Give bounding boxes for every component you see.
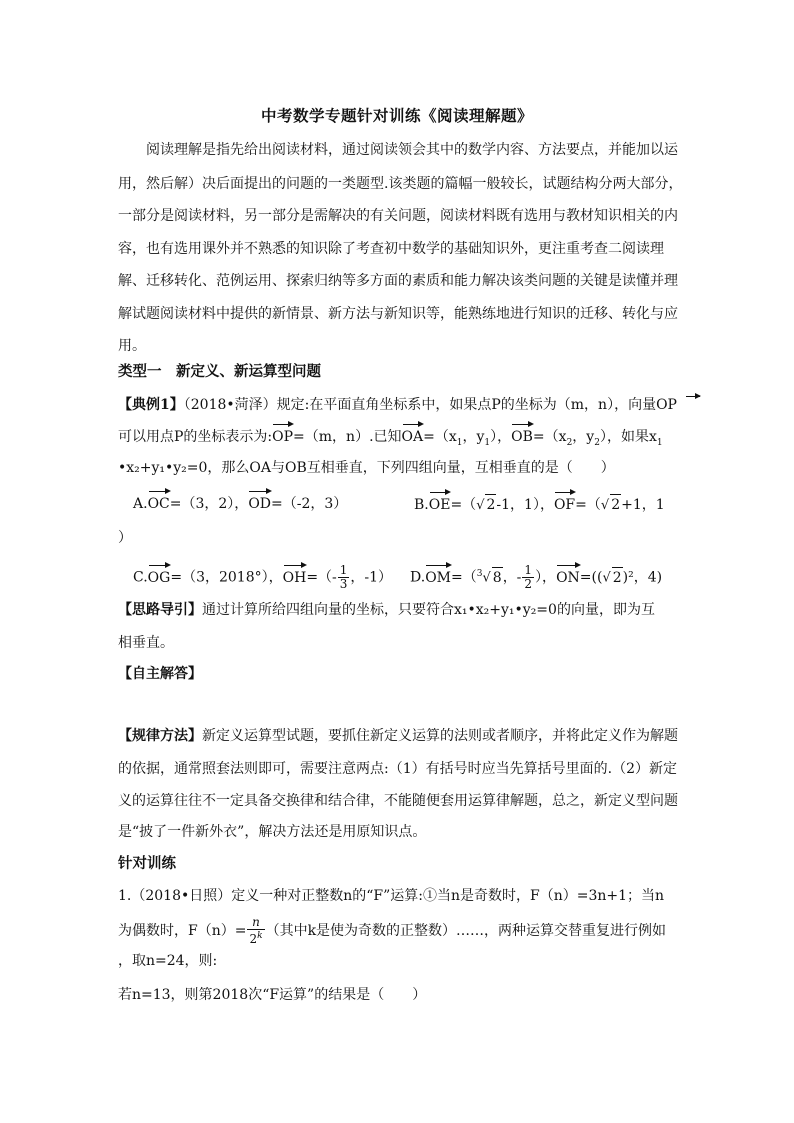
document-title: 中考数学专题针对训练《阅读理解题》 [260, 106, 533, 125]
denominator-exponent: k [257, 931, 263, 941]
radicand: 2 [485, 494, 496, 515]
vector-oc: OC [147, 496, 170, 512]
method-label: 【规律方法】 [118, 728, 202, 744]
example-text-2c: =（x [423, 429, 457, 445]
option-c-label: C. [133, 569, 148, 586]
sqrt-sign-icon: √ [600, 498, 610, 513]
radicand: 2 [612, 567, 623, 588]
guide-line-2: 相垂直。 [118, 635, 174, 651]
option-b-text-d: +1，1 [621, 497, 665, 513]
type-heading: 类型一 新定义、新运算型问题 [118, 363, 321, 380]
vector-on: ON [556, 569, 580, 586]
option-a-end: =（-2，3） [271, 496, 348, 512]
option-c-end: ，-1） [350, 569, 393, 586]
method-line-3: 义的运算往往不一定具备交换律和结合律，不能随便套用运算律解题，总之，新定义型问题 [118, 793, 678, 809]
radicand: 8 [492, 567, 503, 588]
subscript: 1 [484, 437, 491, 448]
guide-line-1 [118, 600, 678, 620]
option-a [133, 494, 393, 514]
option-b-text-b: -1，1）， [496, 497, 554, 513]
option-d-text-a: =（ [451, 569, 477, 586]
radicand: 2 [610, 494, 621, 515]
question-1-text-a: 为偶数时，F（n）= [118, 923, 247, 939]
vector-od: OD [248, 496, 272, 512]
example-text-2h: ），如果x [599, 429, 657, 445]
example-line-1 [118, 395, 678, 415]
sqrt-sign-icon: √ [602, 570, 611, 586]
vector-oe: OE [428, 497, 451, 513]
subscript: 2 [566, 437, 573, 448]
vector-oh: OH [282, 569, 307, 586]
example-text-2f: =（x [532, 429, 567, 445]
self-answer-label: 【自主解答】 [118, 666, 202, 682]
option-b-text-a: =（ [450, 497, 477, 513]
option-d-text-d: =(( [579, 569, 603, 586]
fraction-denominator [247, 930, 264, 946]
method-line-2: 的依据，通常照套法则即可，需要注意两点:（1）有括号时应当先算括号里面的.（2）新定 [118, 761, 677, 777]
sqrt-sign-icon: √ [482, 570, 491, 586]
vector-op: OP [272, 429, 294, 445]
example-text-2b: =（m，n）.已知 [293, 429, 402, 445]
vector-om: OM [425, 569, 451, 586]
option-d-text-c: ）， [535, 569, 557, 586]
intro-line-4: 容，也有选用课外并不熟悉的知识除了考查初中数学的基础知识外，更注重考查二阅读理 [118, 241, 664, 257]
sqrt-sign-icon: √ [476, 498, 485, 513]
option-b-label: B. [414, 497, 429, 513]
fraction-denominator: 3 [339, 577, 348, 591]
fraction-numerator: n [247, 916, 264, 930]
option-c-text-a: =（- [306, 569, 337, 586]
option-d [410, 564, 690, 591]
example-text-2g: ，y [572, 429, 595, 445]
guide-label: 【思路导引】 [118, 602, 202, 618]
question-1-text-b: （其中k是使为奇数的正整数）……，两种运算交替重复进行例如 [265, 923, 667, 939]
option-d-text-e: )²，4) [622, 569, 663, 586]
fraction-denominator: 2 [524, 577, 533, 592]
root-index: 3 [476, 569, 483, 579]
option-d-text-b: ，- [502, 569, 522, 586]
intro-line-3: 一部分是阅读材料，另一部分是需解决的有关问题，阅读材料既有选用与教材知识相关的内 [118, 208, 678, 224]
example-label: 【典例1】 [118, 397, 184, 413]
option-b [414, 494, 684, 516]
intro-line-2: 用，然后解）决后面提出的问题的一类题型.该类题的篇幅一般较长，试题结构分两大部分， [118, 176, 683, 192]
method-line-1 [118, 726, 678, 746]
subscript: 1 [656, 437, 663, 448]
option-d-label: D. [410, 569, 426, 586]
intro-line-6: 解试题阅读材料中提供的新情景、新方法与新知识等，能熟练地进行知识的迁移、转化与应 [118, 306, 678, 322]
example-text-2a: 可以用点P的坐标表示为: [118, 429, 273, 445]
option-a-label: A. [133, 496, 148, 512]
question-1-line-1: 1.（2018•日照）定义一种对正整数n的“F”运算:①当n是奇数时，F（n）=3n+1；当n [118, 888, 665, 904]
question-1-line-2 [118, 916, 678, 946]
guide-text: 通过计算所给四组向量的坐标，只要符合x₁•x₂+y₁•y₂=0的向量，即为互 [202, 602, 655, 618]
vector-arrow-icon [686, 396, 700, 397]
denominator-base: 2 [249, 932, 258, 946]
intro-line-1: 阅读理解是指先给出阅读材料，通过阅读领会其中的数学内容、方法要点，并能加以运 [118, 142, 678, 158]
fraction-numerator: 1 [339, 563, 348, 577]
question-1-line-3: ，取n=24，则: [118, 953, 218, 969]
fraction-n-over-2k [247, 916, 264, 946]
method-text: 新定义运算型试题，要抓住新定义运算的法则或者顺序，并将此定义作为解题 [202, 728, 678, 744]
vector-oa: OA [401, 429, 424, 445]
vector-og: OG [147, 569, 171, 586]
option-b-wrap: ） [118, 530, 132, 546]
subscript: 1 [456, 437, 463, 448]
example-text-2d: ，y [462, 429, 485, 445]
intro-line-5: 解、迁移转化、范例运用、探索归纳等多方面的素质和能力解决该类问题的关键是读懂并理 [118, 273, 678, 289]
option-c [133, 564, 393, 591]
option-a-text: =（3，2）， [169, 496, 249, 512]
fraction-numerator: 1 [524, 563, 533, 578]
option-b-text-c: =（ [575, 497, 601, 513]
practice-heading: 针对训练 [118, 855, 176, 872]
option-c-text: =（3，2018°）， [170, 569, 283, 586]
fraction-one-half [522, 564, 534, 591]
vector-ob: OB [511, 429, 533, 445]
vector-of: OF [553, 497, 576, 513]
example-text-2e: ）， [490, 429, 512, 445]
question-1-line-4: 若n=13，则第2018次“F运算”的结果是（ ） [118, 987, 427, 1003]
example-line-2 [118, 427, 678, 453]
intro-line-7: 用。 [118, 338, 146, 354]
fraction-one-third [338, 564, 350, 591]
example-line-3: •x₂+y₁•y₂=0，那么OA与OB互相垂直，下列四组向量，互相垂直的是（ ） [118, 460, 615, 476]
method-line-4: 是“披了一件新外衣”，解决方法还是用原知识点。 [118, 824, 427, 840]
subscript: 2 [594, 437, 600, 448]
example-text-1: （2018•菏泽）规定:在平面直角坐标系中，如果点P的坐标为（m，n），向量OP [183, 397, 677, 413]
